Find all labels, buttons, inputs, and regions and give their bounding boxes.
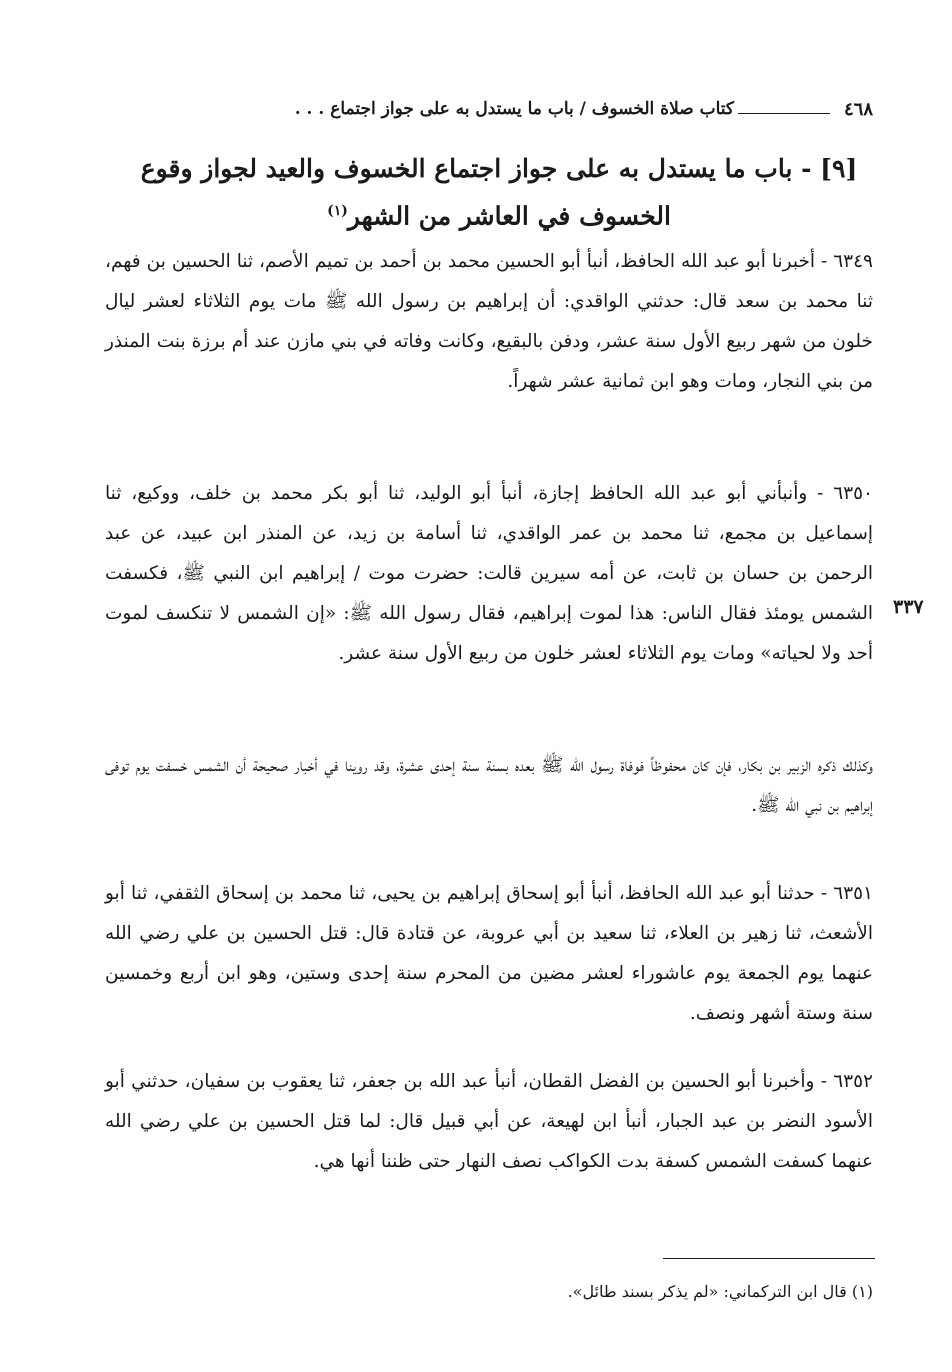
header-rule	[738, 113, 830, 114]
footnote-separator	[663, 1258, 875, 1259]
chapter-title	[130, 148, 868, 237]
paragraph-hadith-6350: ٦٣٥٠ - وأنبأني أبو عبد الله الحافظ إجازة، أنبأ أبو الوليد، ثنا أبو بكر محمد بن خلف، ووكيع، ثنا إسماعيل بن مجمع، ثنا محمد بن عمر الواقدي، ثنا أسامة بن زيد، عن المنذر ابن عبيد، عن عبد الرحمن بن حسان بن ثابت، عن أمه سيرين قالت: حضرت موت / إبراهيم ابن النبي ﷺ، فكسفت الشمس يومئذ فقال الناس: هذا لموت إبراهيم، فقال رسول الله ﷺ: «إن الشمس لا تنكسف لموت أحد ولا لحياته» ومات يوم الثلاثاء لعشر خلون من ربيع الأول سنة عشر.	[105, 483, 873, 664]
page-header	[105, 92, 873, 126]
page-number: ٤٦٨	[843, 98, 873, 120]
paragraph-hadith-6352: ٦٣٥٢ - وأخبرنا أبو الحسين بن الفضل القطان، أنبأ عبد الله بن جعفر، ثنا يعقوب بن سفيان، حدثني أبو الأسود النضر بن عبد الجبار، أنبأ ابن لهيعة، عن أبي قبيل قال: لما قتل الحسين بن علي رضي الله عنهما كسفت الشمس كسفة بدت الكواكب نصف النهار حتى ظننا أنها هي.	[105, 1071, 873, 1172]
margin-page-reference: ٣٣٧	[893, 596, 924, 618]
paragraph-commentary: وكذلك ذكره الزبير بن بكار، فإن كان محفوظاً فوفاة رسول الله ﷺ بعده بسنة سنة إحدى عشرة، وقد روينا في أخبار صحيحة أن الشمس خسفت يوم توفى إبراهيم بن نبي الله ﷺ.	[105, 755, 873, 816]
running-title: كتاب صلاة الخسوف / باب ما يستدل به على جواز اجتماع . . .	[294, 99, 734, 119]
paragraph-hadith-6349: ٦٣٤٩ - أخبرنا أبو عبد الله الحافظ، أنبأ أبو الحسين محمد بن أحمد بن تميم الأصم، ثنا الحسين بن فهم، ثنا محمد بن سعد قال: حدثني الواقدي: أن إبراهيم بن رسول الله ﷺ مات يوم الثلاثاء لعشر ليال خلون من شهر ربيع الأول سنة عشر، ودفن بالبقيع، وكانت وفاته في بني مازن عند أم برزة بنت المنذر من بني النجار، ومات وهو ابن ثمانية عشر شهراً.	[105, 251, 873, 392]
footnote: (١) قال ابن التركماني: «لم يذكر بسند طائل».	[567, 1282, 873, 1301]
chapter-title-text: [٩] - باب ما يستدل به على جواز اجتماع الخسوف والعيد لجواز وقوع الخسوف في العاشر من الشهر	[140, 154, 858, 231]
paragraph-hadith-6351: ٦٣٥١ - حدثنا أبو عبد الله الحافظ، أنبأ أبو إسحاق إبراهيم بن يحيى، ثنا محمد بن إسحاق الثقفي، ثنا أبو الأشعث، ثنا زهير بن العلاء، ثنا سعيد بن أبي عروبة، عن قتادة قال: قتل الحسين بن علي رضي الله عنهما يوم الجمعة يوم عاشوراء لعشر مضين من المحرم سنة إحدى وستين، وهو ابن أربع وخمسين سنة وستة أشهر ونصف.	[105, 883, 873, 1024]
footnote-marker: (١)	[327, 203, 348, 219]
